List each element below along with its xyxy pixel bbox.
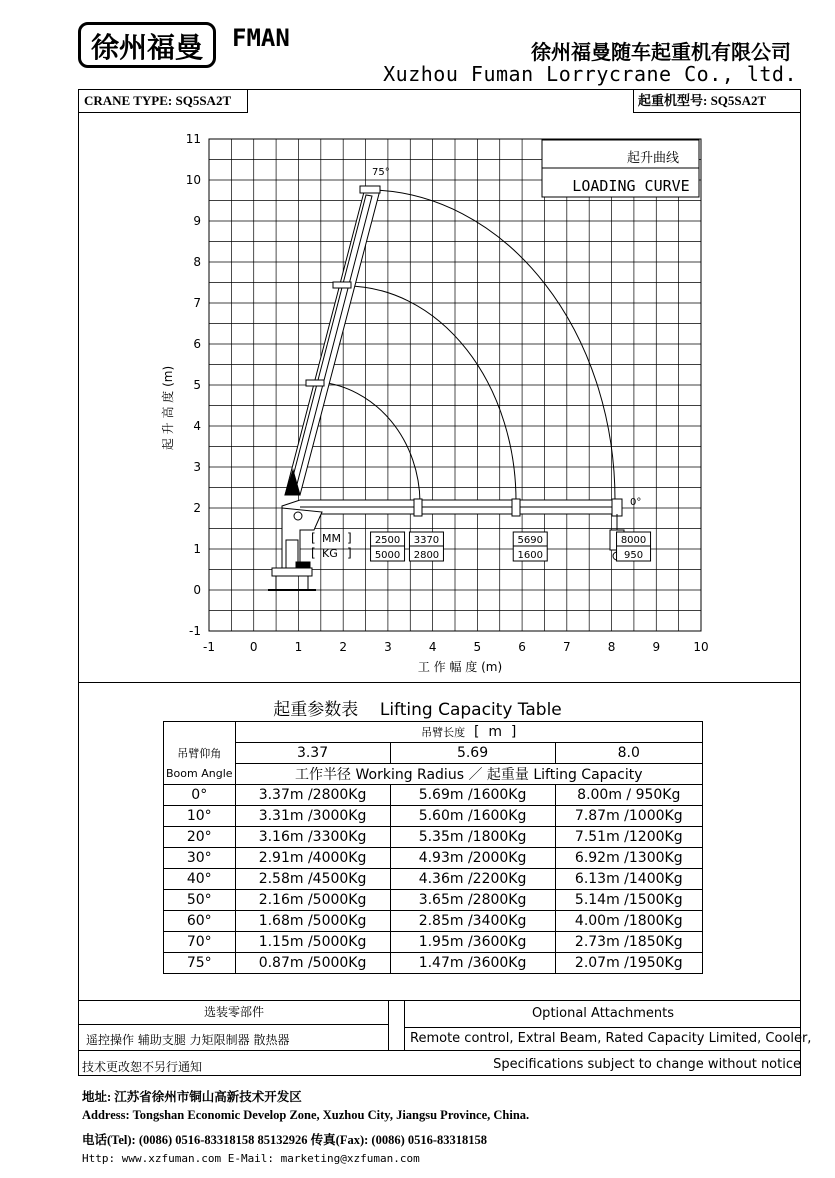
notice-cn: 技术更改恕不另行通知 bbox=[82, 1060, 203, 1074]
capacity-cell: 3.31m /3000Kg bbox=[235, 806, 390, 827]
reach-kg-value: 1600 bbox=[517, 550, 543, 561]
capacity-cell: 1.68m /5000Kg bbox=[235, 911, 390, 932]
capacity-table-title bbox=[0, 695, 835, 720]
svg-text:]: ] bbox=[347, 531, 352, 545]
y-axis-label: 起 升 高 度 (m) bbox=[161, 365, 175, 451]
boom-section-joint bbox=[512, 499, 520, 516]
boom-length-1: 3.37 bbox=[235, 743, 390, 764]
y-tick-label: 1 bbox=[193, 542, 201, 556]
radius-capacity-subheader: 工作半径 Working Radius ／ 起重量 Lifting Capacity bbox=[235, 764, 702, 785]
options-title-en: Optional Attachments bbox=[531, 1006, 675, 1021]
x-tick-label: 1 bbox=[294, 640, 303, 654]
capacity-cell: 2.07m /1950Kg bbox=[555, 953, 702, 974]
divider bbox=[388, 1000, 389, 1050]
boom-angle-cell: 20° bbox=[164, 827, 236, 848]
capacity-cell: 2.16m /5000Kg bbox=[235, 890, 390, 911]
table-row bbox=[164, 785, 703, 806]
boom-angle-label-en: Boom Angle bbox=[164, 764, 236, 785]
crane-type-right: 起重机型号: SQ5SA2T bbox=[633, 89, 801, 113]
company-logo: 徐州福曼 bbox=[78, 22, 216, 68]
company-name-en: Xuzhou Fuman Lorrycrane Co., ltd. bbox=[383, 62, 797, 86]
reach-mm-value: 5690 bbox=[517, 535, 543, 546]
y-tick-label: 7 bbox=[193, 296, 201, 310]
table-row bbox=[164, 932, 703, 953]
reach-boxes bbox=[371, 532, 651, 561]
capacity-table bbox=[163, 721, 703, 974]
chart-title-en: LOADING CURVE bbox=[572, 177, 690, 195]
y-tick-label: 0 bbox=[193, 583, 201, 597]
y-tick-label: 9 bbox=[193, 214, 201, 228]
capacity-cell: 7.87m /1000Kg bbox=[555, 806, 702, 827]
x-tick-label: 8 bbox=[607, 640, 616, 654]
table-row bbox=[164, 890, 703, 911]
boom-tip bbox=[612, 499, 622, 516]
mm-label: MM bbox=[322, 532, 341, 545]
options-title-cn: 选装零部件 bbox=[203, 1005, 264, 1019]
boom-angle-cell: 50° bbox=[164, 890, 236, 911]
address-en: Address: Tongshan Economic Develop Zone, Xuzhou City, Jiangsu Province, China. bbox=[82, 1108, 530, 1122]
x-tick-label: 7 bbox=[562, 640, 571, 654]
y-tick-label: 3 bbox=[193, 460, 201, 474]
capacity-table-title-en: Lifting Capacity Table bbox=[379, 700, 562, 720]
y-tick-label: -1 bbox=[189, 624, 201, 638]
reach-box bbox=[513, 532, 547, 561]
web-email: Http: www.xzfuman.com E-Mail: marketing@xzfuman.com bbox=[82, 1152, 420, 1165]
capacity-cell: 6.13m /1400Kg bbox=[555, 869, 702, 890]
phone-fax: 电话(Tel): (0086) 0516-83318158 85132926 传真(Fax): (0086) 0516-83318158 bbox=[82, 1133, 488, 1147]
reach-box bbox=[409, 532, 443, 561]
reach-box bbox=[371, 532, 405, 561]
capacity-cell: 5.69m /1600Kg bbox=[390, 785, 555, 806]
kg-label: KG bbox=[322, 547, 338, 560]
table-row bbox=[164, 806, 703, 827]
capacity-cell: 0.87m /5000Kg bbox=[235, 953, 390, 974]
x-tick-labels bbox=[203, 640, 709, 654]
capacity-cell: 1.15m /5000Kg bbox=[235, 932, 390, 953]
x-tick-label: 9 bbox=[652, 640, 661, 654]
x-tick-label: 6 bbox=[518, 640, 526, 654]
crane-type-left: CRANE TYPE: SQ5SA2T bbox=[78, 89, 248, 113]
reach-mm-value: 8000 bbox=[620, 535, 647, 546]
x-tick-label: 4 bbox=[428, 640, 437, 654]
y-tick-labels bbox=[186, 132, 201, 638]
x-tick-label: 10 bbox=[693, 640, 709, 654]
boom-tip bbox=[360, 186, 380, 193]
x-tick-label: 5 bbox=[473, 640, 482, 654]
reach-kg-value: 950 bbox=[623, 550, 644, 561]
x-tick-label: -1 bbox=[203, 640, 215, 654]
capacity-cell: 3.65m /2800Kg bbox=[390, 890, 555, 911]
divider bbox=[404, 1027, 801, 1028]
svg-text:[: [ bbox=[311, 531, 316, 545]
boom-section-joint bbox=[306, 380, 324, 386]
load-curve-short bbox=[320, 382, 420, 502]
loading-curve-diagram bbox=[78, 114, 801, 682]
capacity-cell: 1.47m /3600Kg bbox=[390, 953, 555, 974]
capacity-cell: 3.37m /2800Kg bbox=[235, 785, 390, 806]
notice-en: Specifications subject to change without notice bbox=[493, 1057, 801, 1072]
boom-length-3: 8.0 bbox=[555, 743, 702, 764]
angle-label-75: 75° bbox=[372, 167, 390, 178]
capacity-cell: 2.85m /3400Kg bbox=[390, 911, 555, 932]
svg-text:]: ] bbox=[347, 546, 352, 560]
capacity-cell: 5.14m /1500Kg bbox=[555, 890, 702, 911]
capacity-cell: 4.00m /1800Kg bbox=[555, 911, 702, 932]
y-tick-label: 8 bbox=[193, 255, 201, 269]
x-tick-label: 2 bbox=[339, 640, 348, 654]
table-row bbox=[164, 848, 703, 869]
y-tick-label: 4 bbox=[193, 419, 201, 433]
divider bbox=[78, 1024, 388, 1025]
capacity-cell: 2.73m /1850Kg bbox=[555, 932, 702, 953]
address-cn: 地址: 江苏省徐州市铜山高新技术开发区 bbox=[82, 1090, 302, 1104]
brand-name: FMAN bbox=[232, 24, 290, 52]
boom-length-2: 5.69 bbox=[390, 743, 555, 764]
x-axis-label: 工 作 幅 度 (m) bbox=[417, 660, 503, 674]
boom-angle-cell: 0° bbox=[164, 785, 236, 806]
reach-mm-value: 3370 bbox=[413, 535, 440, 546]
options-items-cn: 遥控操作 辅助支腿 力矩限制器 散热器 bbox=[86, 1033, 290, 1047]
y-tick-label: 6 bbox=[193, 337, 201, 351]
boom-angle-label-cn: 吊臂仰角 bbox=[164, 743, 236, 764]
y-tick-label: 10 bbox=[185, 173, 201, 187]
table-row bbox=[164, 827, 703, 848]
capacity-cell: 5.35m /1800Kg bbox=[390, 827, 555, 848]
boom-angle-cell: 40° bbox=[164, 869, 236, 890]
divider bbox=[78, 682, 801, 683]
capacity-cell: 4.93m /2000Kg bbox=[390, 848, 555, 869]
x-tick-label: 0 bbox=[249, 640, 258, 654]
capacity-cell: 1.95m /3600Kg bbox=[390, 932, 555, 953]
capacity-cell: 3.16m /3300Kg bbox=[235, 827, 390, 848]
chart-title-cn: 起升曲线 bbox=[626, 151, 680, 166]
boom-angle-cell: 60° bbox=[164, 911, 236, 932]
reach-mm-value: 2500 bbox=[374, 535, 401, 546]
boom-angle-cell: 10° bbox=[164, 806, 236, 827]
svg-text:[: [ bbox=[311, 546, 316, 560]
x-tick-label: 3 bbox=[384, 640, 392, 654]
divider bbox=[78, 1000, 801, 1001]
capacity-cell: 2.58m /4500Kg bbox=[235, 869, 390, 890]
boom-section-joint bbox=[414, 499, 422, 516]
capacity-cell: 6.92m /1300Kg bbox=[555, 848, 702, 869]
capacity-cell: 4.36m /2200Kg bbox=[390, 869, 555, 890]
boom-length-header: 吊臂长度 [ m ] bbox=[235, 722, 702, 743]
boom-angle-cell: 30° bbox=[164, 848, 236, 869]
table-row bbox=[164, 911, 703, 932]
reach-box bbox=[617, 532, 651, 561]
boom-angle-cell: 75° bbox=[164, 953, 236, 974]
reach-kg-value: 2800 bbox=[413, 550, 440, 561]
y-tick-label: 2 bbox=[193, 501, 201, 515]
boom-angle-cell: 70° bbox=[164, 932, 236, 953]
load-curve-long bbox=[372, 190, 615, 502]
company-name-cn: 徐州福曼随车起重机有限公司 bbox=[531, 40, 791, 64]
table-row bbox=[164, 953, 703, 974]
y-tick-label: 5 bbox=[193, 378, 201, 392]
divider bbox=[404, 1000, 405, 1050]
capacity-table-title-cn: 起重参数表 bbox=[273, 700, 359, 720]
angle-label-0: 0° bbox=[630, 497, 642, 508]
table-row bbox=[164, 869, 703, 890]
y-tick-label: 11 bbox=[185, 132, 201, 146]
capacity-cell: 5.60m /1600Kg bbox=[390, 806, 555, 827]
divider bbox=[78, 1050, 801, 1051]
options-items-en: Remote control, Extral Beam, Rated Capacity Limited, Cooler, bbox=[410, 1031, 812, 1046]
boom-section-joint bbox=[333, 282, 351, 288]
reach-kg-value: 5000 bbox=[374, 550, 401, 561]
capacity-cell: 7.51m /1200Kg bbox=[555, 827, 702, 848]
capacity-cell: 2.91m /4000Kg bbox=[235, 848, 390, 869]
load-curve-mid bbox=[346, 286, 516, 502]
capacity-cell: 8.00m / 950Kg bbox=[555, 785, 702, 806]
